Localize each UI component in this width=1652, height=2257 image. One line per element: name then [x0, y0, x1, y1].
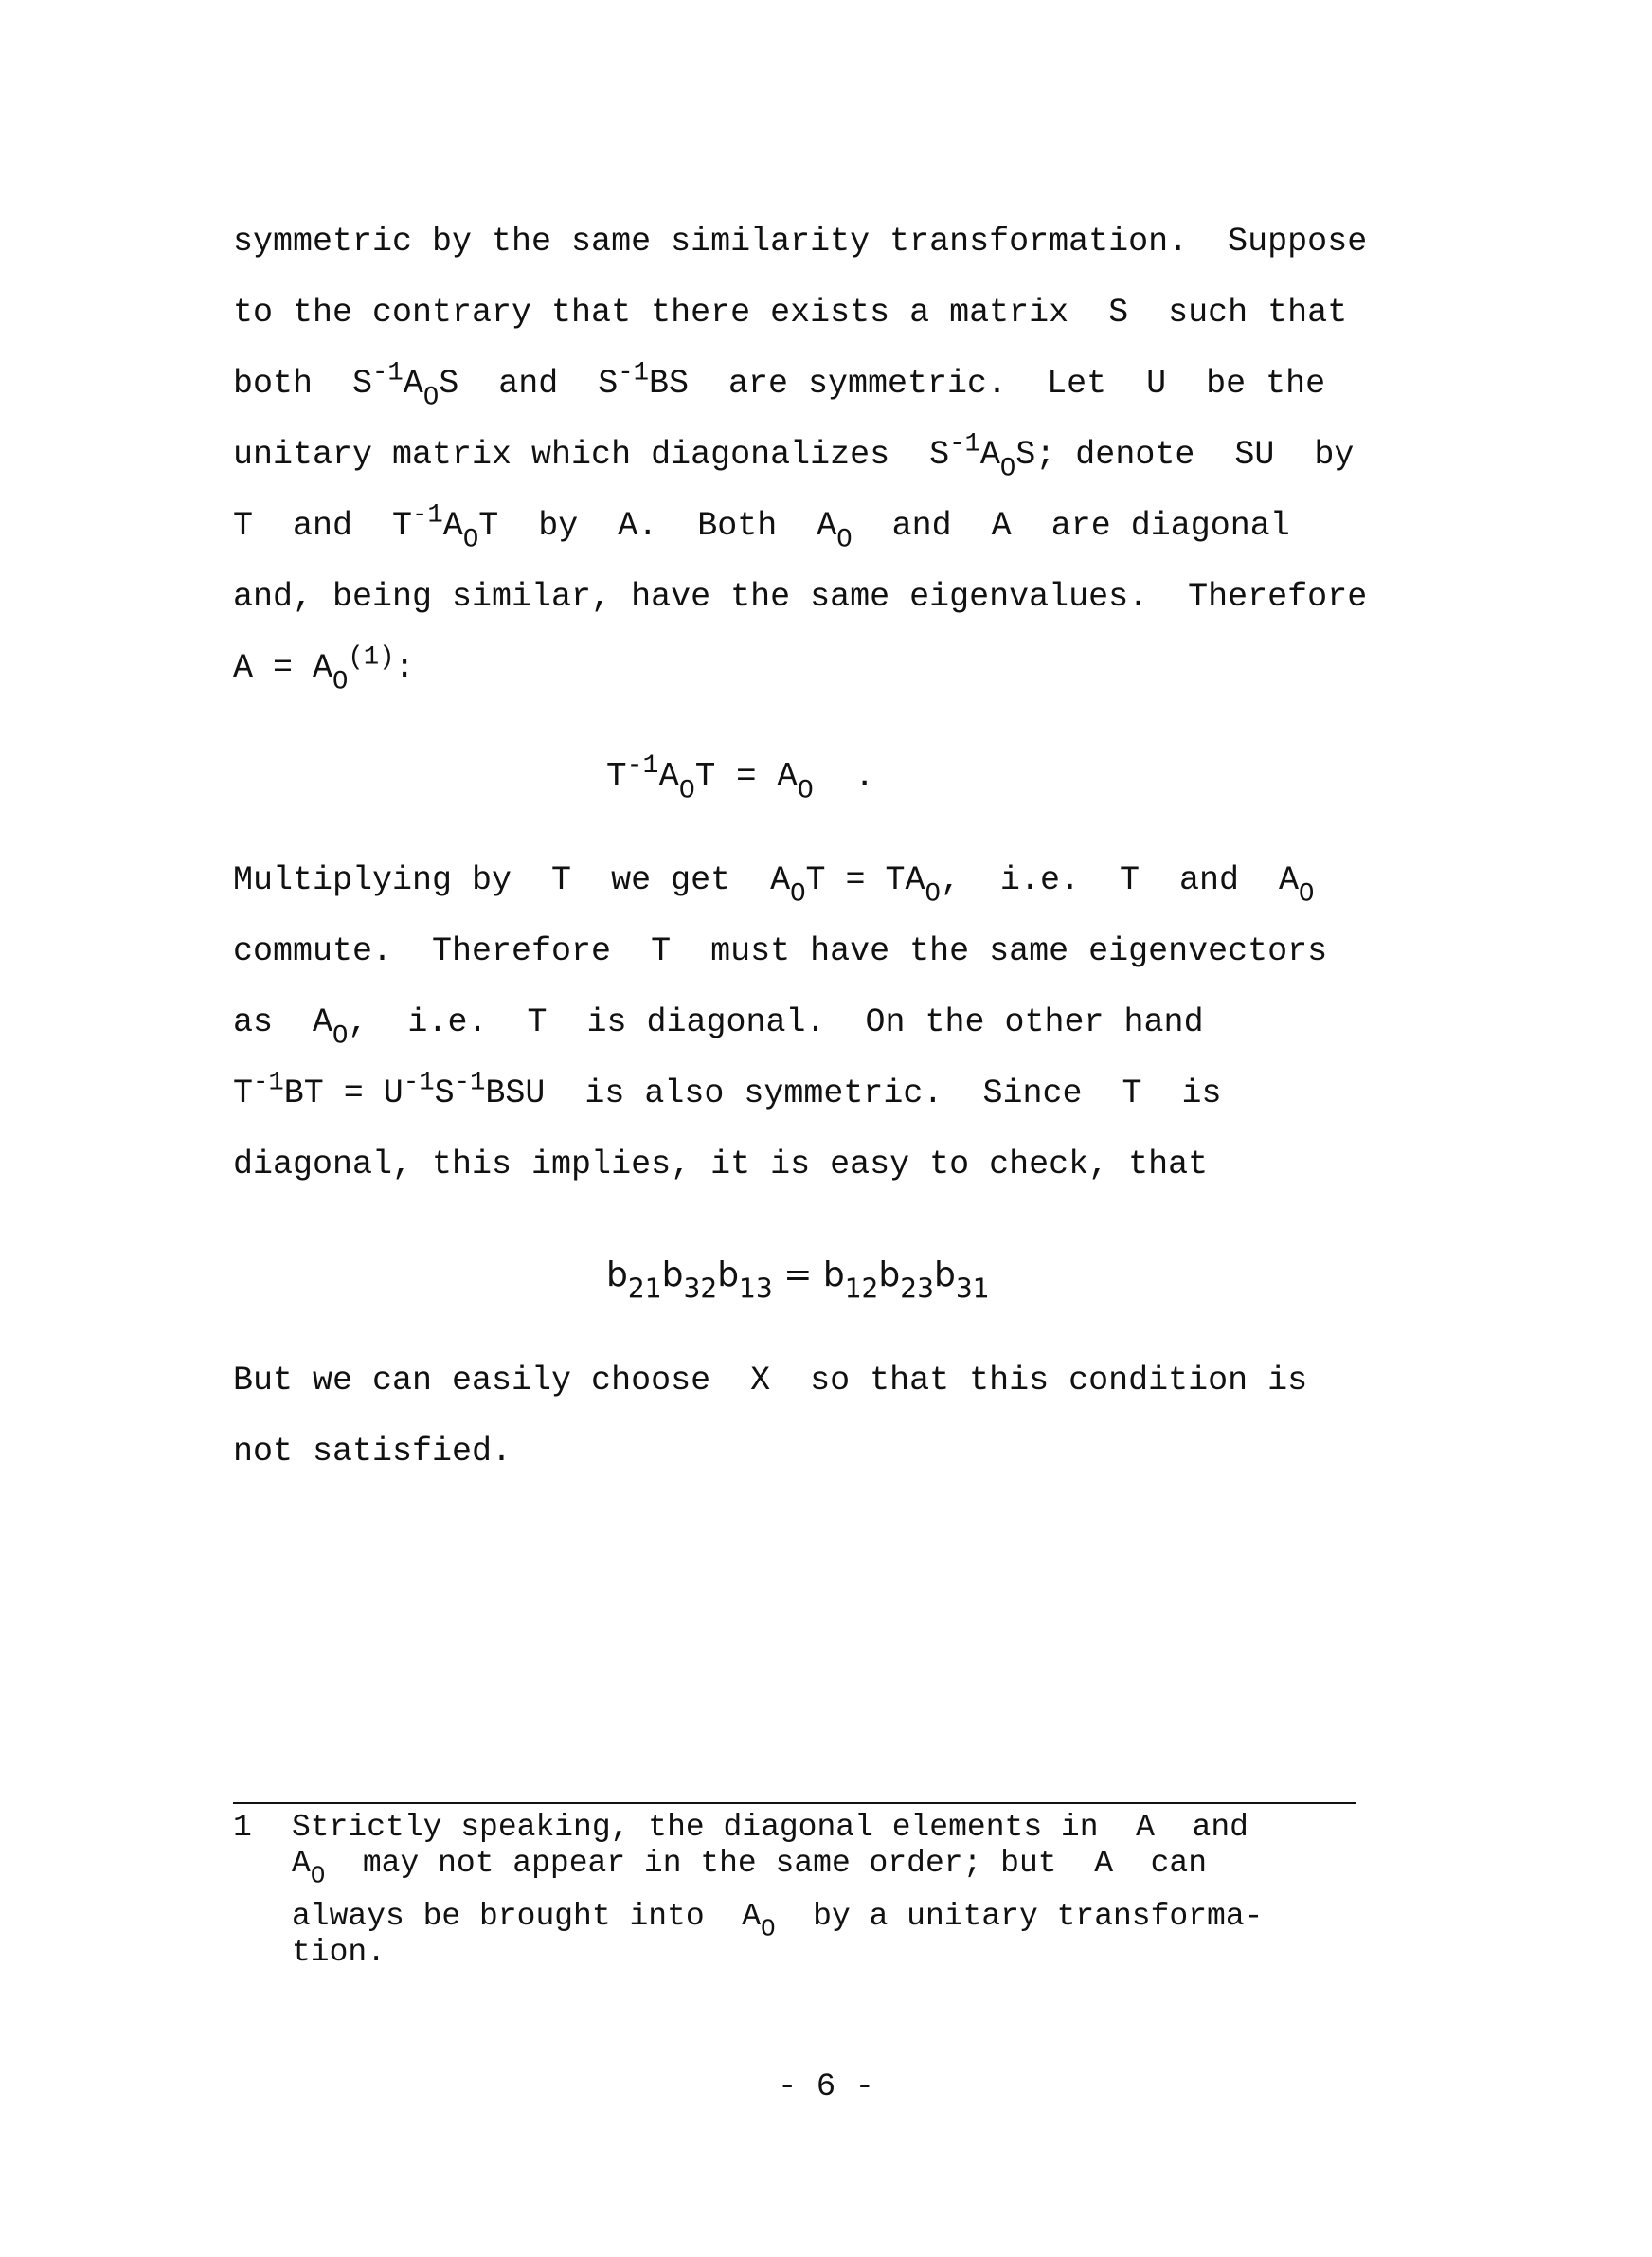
- text-line: symmetric by the same similarity transformation. Suppose: [233, 223, 1368, 261]
- text-line: But we can easily choose X so that this condition is: [233, 1362, 1308, 1399]
- text-line: unitary matrix which diagonalizes $S^{-1}A_OS$; denote SU by: [233, 429, 1355, 484]
- text-line: as $A_O$, i.e. T is diagonal. On the other hand: [233, 1003, 1204, 1052]
- text-line: to the contrary that there exists a matrix S such that: [233, 294, 1348, 332]
- text-line: T and $T^{-1}A_OT$ by A. Both $A_O$ and A are diagonal: [233, 500, 1290, 555]
- footnote-rule: [233, 1802, 1356, 1804]
- page-number: - 6 -: [777, 2069, 875, 2105]
- text-line: not satisfied.: [233, 1433, 512, 1471]
- text-line: $A = A_O^{(1)}$:: [233, 642, 415, 697]
- footnote-ref: (1): [348, 642, 395, 673]
- footnote-line: $A_O$ may not appear in the same order; but A can: [292, 1846, 1208, 1890]
- text-line: commute. Therefore T must have the same eigenvectors: [233, 932, 1328, 970]
- footnote-line: tion.: [292, 1935, 386, 1970]
- text-line: diagonal, this implies, it is easy to check, that: [233, 1146, 1209, 1183]
- footnote-line: always be brought into $A_O$ by a unitary transforma-: [292, 1899, 1264, 1943]
- equation: $b_{21}b_{32}b_{13} = b_{12}b_{23}b_{31}$: [606, 1255, 990, 1305]
- text-line: and, being similar, have the same eigenvalues. Therefore: [233, 578, 1368, 616]
- text-line: both $S^{-1}A_OS$ and $S^{-1}BS$ are symmetric. Let U be the: [233, 358, 1326, 413]
- equation: $T^{-1}A_OT = A_O$ .: [606, 750, 875, 806]
- text-line: $T^{-1}BT = U^{-1}S^{-1}BSU$ is also symmetric. Since T is: [233, 1068, 1222, 1112]
- text-line: Multiplying by T we get $A_OT = TA_O$, i.e. T and $A_O$: [233, 861, 1315, 910]
- footnote-line: Strictly speaking, the diagonal elements in A and: [292, 1810, 1248, 1845]
- footnote-number: 1: [233, 1810, 252, 1845]
